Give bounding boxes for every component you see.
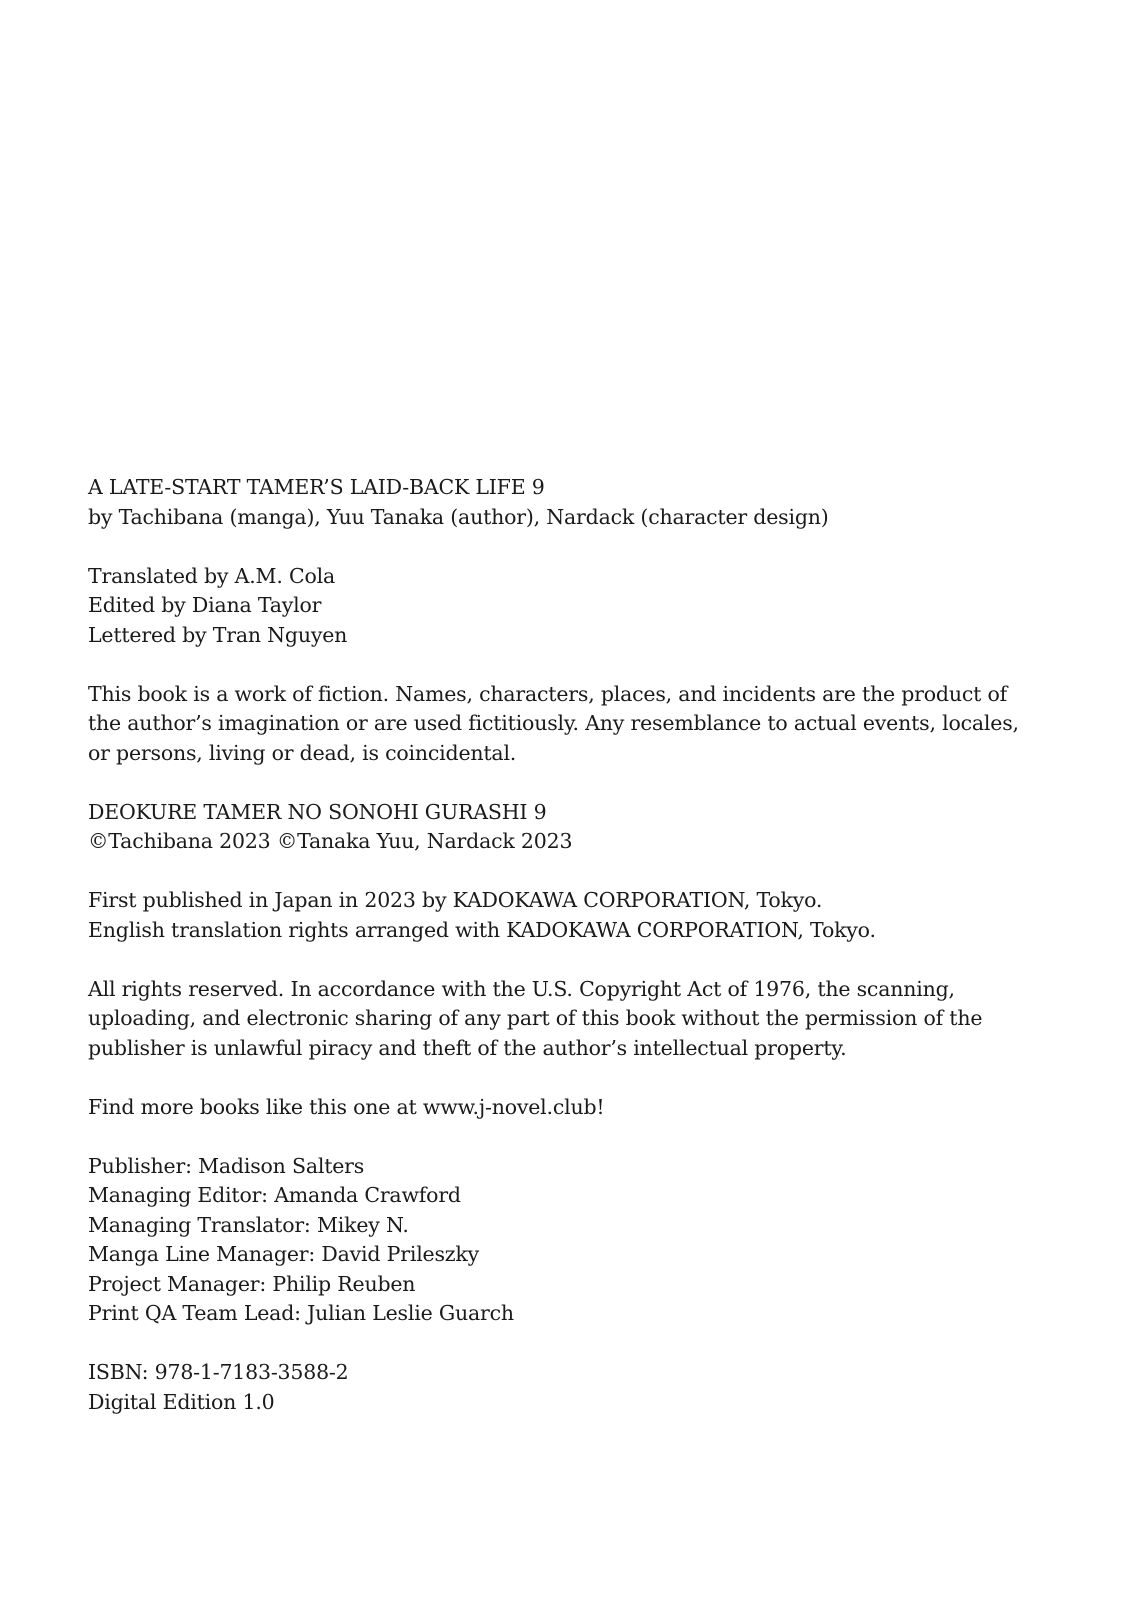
- company-staff-block: [88, 1152, 1068, 1329]
- publication-line: English translation rights arranged with KADOKAWA CORPORATION, Tokyo.: [88, 917, 876, 942]
- fiction-notice-line: the author’s imagination or are used fictitiously. Any resemblance to actual events, locales,: [88, 711, 1019, 735]
- manga-line-manager-credit: Manga Line Manager: David Prileszky: [88, 1242, 480, 1266]
- fiction-notice: [88, 680, 1068, 769]
- fiction-notice-line: This book is a work of fiction. Names, characters, places, and incidents are the product of: [88, 681, 1008, 706]
- letterer-credit: Lettered by Tran Nguyen: [88, 622, 348, 647]
- staff-block: [88, 562, 1068, 651]
- editor-credit: Edited by Diana Taylor: [88, 593, 322, 617]
- credits-text: [88, 473, 1068, 1417]
- edition-block: [88, 1358, 1068, 1417]
- website-text: Find more books like this one at www.j-novel.club!: [88, 1094, 605, 1119]
- edition-label: Digital Edition 1.0: [88, 1389, 275, 1414]
- original-work-block: [88, 798, 1068, 857]
- managing-translator-credit: Managing Translator: Mikey N.: [88, 1212, 409, 1237]
- rights-line: uploading, and electronic sharing of any part of this book without the permission of the: [88, 1006, 983, 1030]
- title-block: [88, 473, 1068, 532]
- rights-line: publisher is unlawful piracy and theft of the author’s intellectual property.: [88, 1035, 847, 1060]
- publication-block: [88, 886, 1068, 945]
- publication-line: First published in Japan in 2023 by KADOKAWA CORPORATION, Tokyo.: [88, 888, 823, 912]
- book-title: A LATE-START TAMER’S LAID-BACK LIFE 9: [88, 475, 545, 499]
- project-manager-credit: Project Manager: Philip Reuben: [88, 1271, 416, 1296]
- fiction-notice-line: or persons, living or dead, is coincidental.: [88, 740, 517, 765]
- managing-editor-credit: Managing Editor: Amanda Crawford: [88, 1183, 461, 1207]
- original-title: DEOKURE TAMER NO SONOHI GURASHI 9: [88, 799, 547, 824]
- website-block: [88, 1093, 1068, 1123]
- publisher-credit: Publisher: Madison Salters: [88, 1153, 365, 1178]
- isbn: ISBN: 978-1-7183-3588-2: [88, 1360, 349, 1384]
- print-qa-credit: Print QA Team Lead: Julian Leslie Guarch: [88, 1301, 514, 1325]
- rights-line: All rights reserved. In accordance with the U.S. Copyright Act of 1976, the scanning,: [88, 976, 955, 1001]
- rights-block: [88, 975, 1068, 1064]
- byline: by Tachibana (manga), Yuu Tanaka (author), Nardack (character design): [88, 504, 829, 529]
- translator-credit: Translated by A.M. Cola: [88, 563, 335, 588]
- copyright-notice: ©Tachibana 2023 ©Tanaka Yuu, Nardack 2023: [88, 829, 573, 853]
